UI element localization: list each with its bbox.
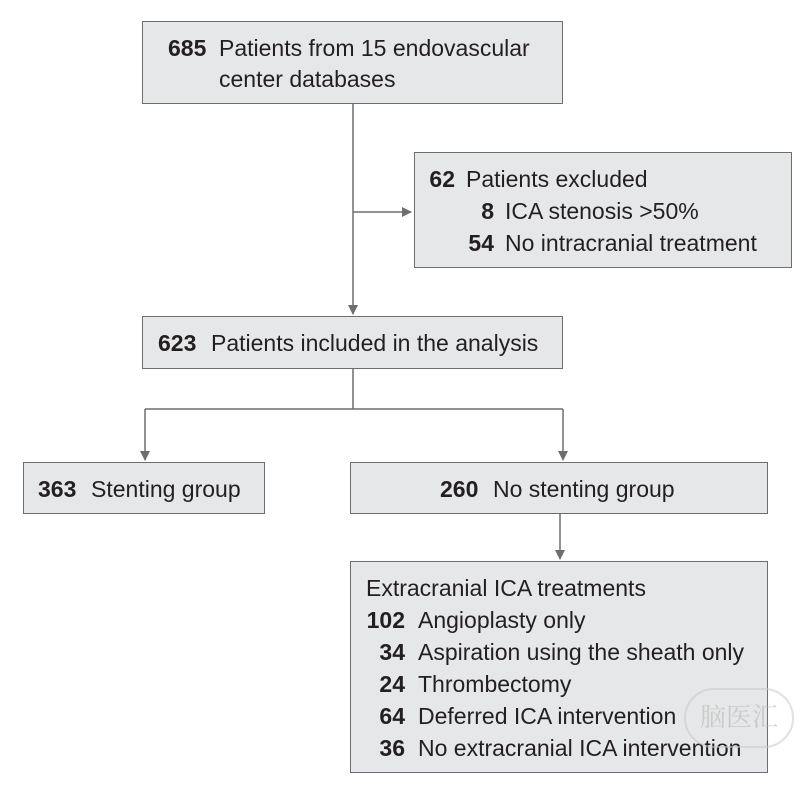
no-stenting-count: 260 [440, 476, 479, 502]
excluded-item-label: No intracranial treatment [505, 230, 757, 256]
included-count: 623 [158, 330, 197, 356]
excluded-label: Patients excluded [466, 166, 648, 192]
total-line1: Patients from 15 endovascular [219, 35, 530, 61]
treatment-label: Thrombectomy [418, 671, 572, 697]
treatment-count: 34 [379, 639, 405, 665]
included-label: Patients included in the analysis [211, 330, 539, 356]
total-count: 685 [168, 35, 207, 61]
excluded-count: 62 [429, 166, 455, 192]
treatment-count: 64 [379, 703, 405, 729]
stenting-group-box [23, 462, 265, 514]
treatments-title: Extracranial ICA treatments [366, 575, 646, 601]
excluded-item-label: ICA stenosis >50% [505, 198, 699, 224]
treatment-label: Deferred ICA intervention [418, 703, 677, 729]
treatment-label: Aspiration using the sheath only [418, 639, 745, 665]
excluded-item-count: 8 [481, 198, 494, 224]
included-box [142, 316, 563, 369]
total-patients-box [142, 21, 563, 104]
treatment-count: 102 [366, 607, 405, 633]
treatment-label: No extracranial ICA intervention [418, 735, 742, 761]
excluded-box [414, 152, 792, 268]
no-stenting-label: No stenting group [493, 476, 675, 502]
treatment-label: Angioplasty only [418, 607, 586, 633]
no-stenting-group-box [350, 462, 768, 514]
treatment-count: 24 [379, 671, 405, 697]
stenting-count: 363 [38, 476, 77, 502]
excluded-item-count: 54 [468, 230, 494, 256]
treatment-count: 36 [379, 735, 405, 761]
total-line2: center databases [219, 66, 396, 92]
stenting-label: Stenting group [91, 476, 241, 502]
watermark-logo: 脑医汇 [684, 688, 794, 748]
